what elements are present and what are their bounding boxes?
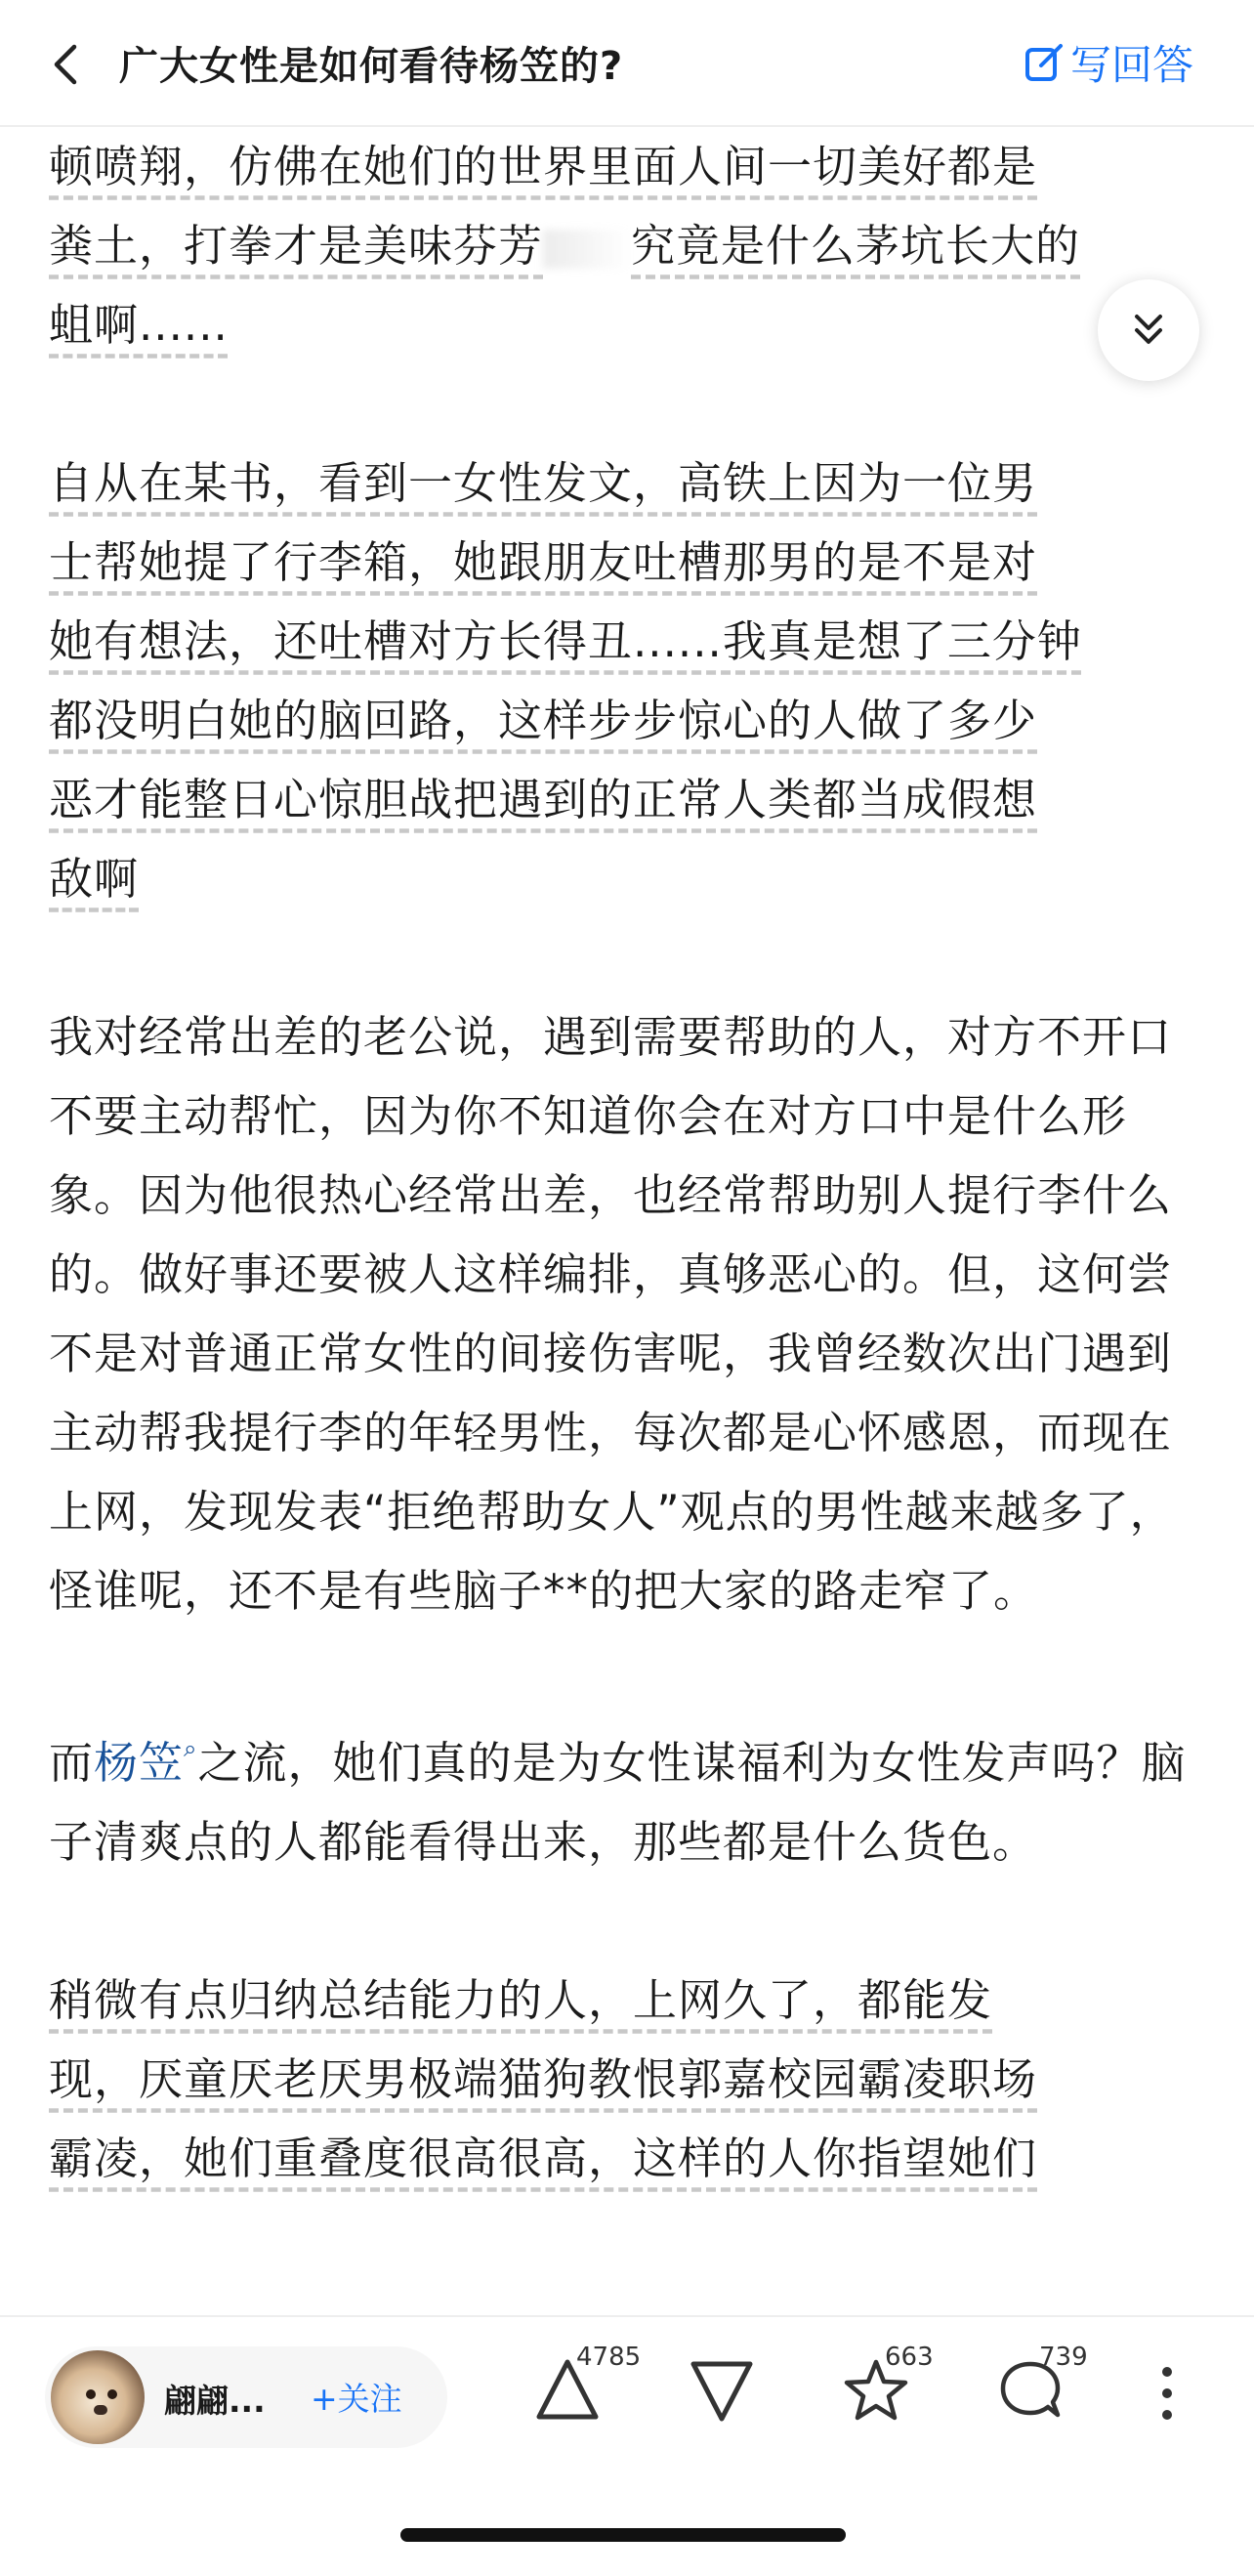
more-options-button[interactable] [1143,2364,1191,2452]
follow-button[interactable]: +关注 [311,2380,402,2418]
question-title[interactable]: 广大女性是如何看待杨笠的? [119,44,624,89]
text-line: 士帮她提了行李箱，她跟朋友吐槽那男的是不是对 [49,536,1038,588]
avatar[interactable] [51,2350,145,2444]
text-line: 都没明白她的脑回路，这样步步惊心的人做了多少 [49,695,1038,746]
text-line: 恶才能整日心惊胆战把遇到的正常人类都当成假想 [49,774,1038,825]
answer-content [49,127,1205,2315]
text-line: 粪土，打拳才是美味芬芳 [49,220,544,272]
text-line: 稍微有点归纳总结能力的人，上网久了，都能发 [49,1974,993,2026]
keyword-link[interactable] [94,1737,197,1789]
paragraph-text: 之流，她们真的是为女性谋福利为女性发声吗？脑子清爽点的人都能看得出来，那些都是什么货色。 [49,1737,1187,1868]
top-navigation-bar [0,0,1254,127]
vertical-dots-icon [1143,2364,1191,2423]
edit-icon [1024,42,1065,83]
text-line: 顿喷翔，仿佛在她们的世界里面人间一切美好都是 [49,141,1038,192]
text-line: 究竟是什么茅坑长大的 [631,220,1081,272]
text-line: 自从在某书，看到一女性发文，高铁上因为一位男 [49,457,1038,509]
author-card[interactable] [45,2346,447,2448]
paragraph-1 [49,127,1205,364]
paragraph-4 [49,1710,1205,1881]
author-name[interactable]: 翩翩... [164,2382,266,2420]
keyword-link-label: 杨笠 [94,1737,185,1789]
text-line: 蛆啊...... [49,299,229,351]
double-chevron-down-icon [1129,311,1168,350]
favorite-button[interactable] [842,2343,934,2444]
blurred-text [543,230,631,269]
favorite-count: 663 [885,2343,934,2372]
text-line: 霸凌，她们重叠度很高很高，这样的人你指望她们 [49,2133,1038,2184]
bottom-action-bar [0,2315,1254,2481]
collapse-answer-button[interactable] [1098,279,1199,381]
downvote-button[interactable] [688,2356,756,2444]
home-indicator [400,2528,846,2542]
upvote-count: 4785 [576,2343,642,2372]
upvote-button[interactable] [533,2343,642,2444]
comment-count: 739 [1039,2343,1088,2372]
downvote-triangle-icon [688,2356,756,2425]
paragraph-3: 我对经常出差的老公说，遇到需要帮助的人，对方不开口不要主动帮忙，因为你不知道你会在对方口中是什么形象。因为他很热心经常出差，也经常帮助别人提行李什么的。做好事还要被人这样编排，真够恶心的。但，这何尝不是对普通正常女性的间接伤害呢，我曾经数次出门遇到主动帮我提行李的年轻男性，每次都是心怀感恩，而现在上网，发现发表“拒绝帮助女人”观点的男性越来越多了，怪谁呢，还不是有些脑子**的把大家的路走窄了。 [49,1011,1175,1617]
comment-button[interactable] [996,2343,1088,2444]
paragraph-text: 而 [49,1737,95,1789]
paragraph-2 [49,443,1205,918]
paragraph-5 [49,1961,1205,2198]
write-answer-label: 写回答 [1070,41,1194,89]
back-arrow-icon[interactable] [45,43,88,86]
search-icon: ⌕ [184,1735,198,1762]
text-line: 敌啊 [49,853,140,905]
text-line: 现，厌童厌老厌男极端猫狗教恨郭嘉校园霸凌职场 [49,2053,1038,2105]
write-answer-button[interactable] [1024,33,1193,92]
text-line: 她有想法，还吐槽对方长得丑......我真是想了三分钟 [49,615,1082,667]
